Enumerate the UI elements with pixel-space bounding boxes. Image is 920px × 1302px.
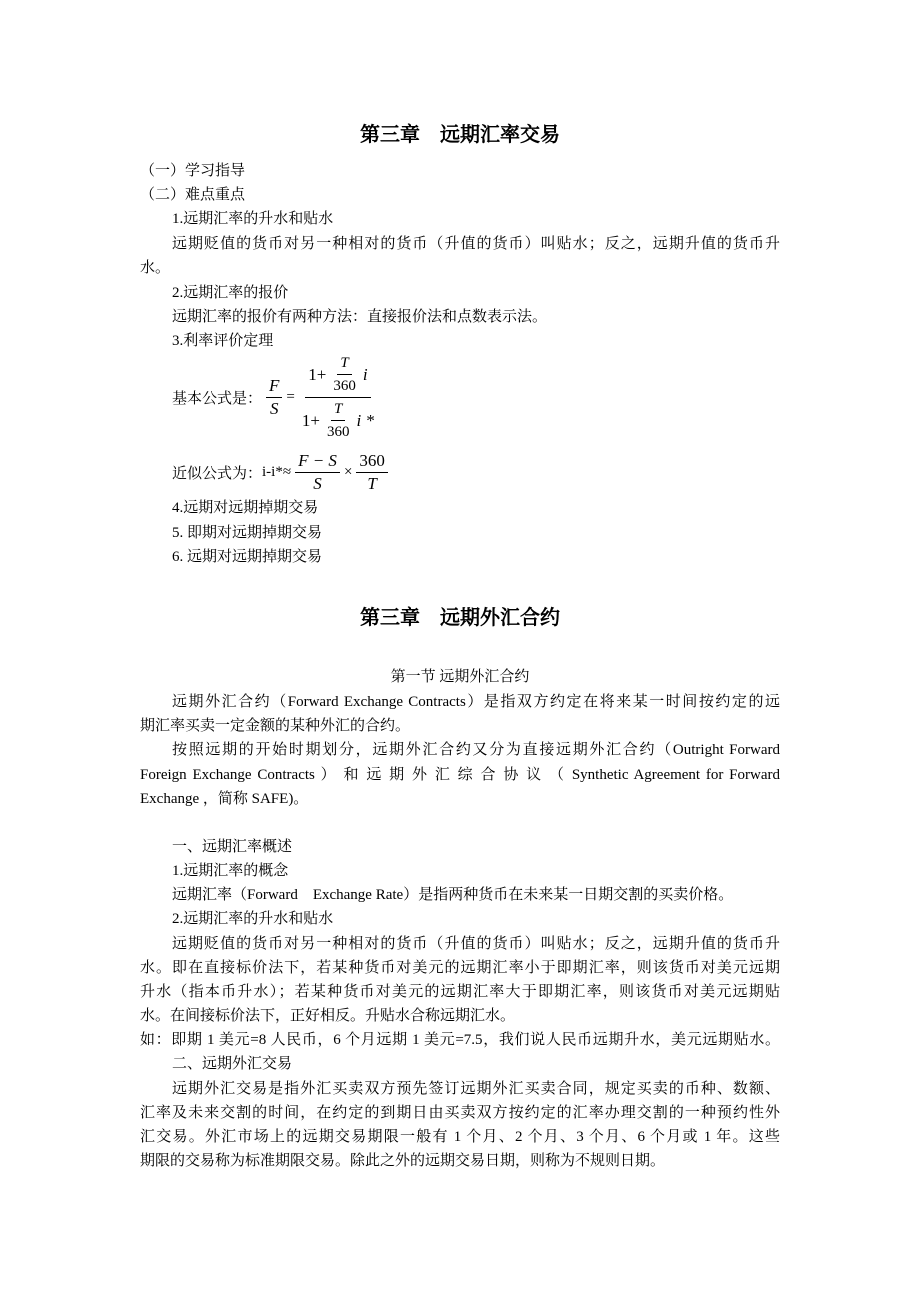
one-plus: 1+ (301, 410, 320, 430)
fraction-360-over-t (356, 450, 388, 495)
subheading: 4.远期对远期掉期交易 (172, 500, 319, 516)
section-title: 第一节 远期外汇合约 (390, 669, 530, 685)
formula-approx (172, 450, 392, 495)
t: T (331, 398, 345, 421)
paragraph-line: 水。 (140, 260, 171, 276)
one-plus: 1+ (308, 364, 327, 384)
fraction-rhs (299, 352, 377, 443)
heading: 二、远期外汇交易 (172, 1056, 293, 1072)
paragraph-line: 汇率及未来交割的时间，在约定的到期日由买卖双方按约定的汇率办理交割的一种预约性外 (140, 1105, 780, 1121)
subheading: 1.远期汇率的概念 (172, 863, 289, 879)
paragraph-line: Exchange ，简称 SAFE)。 (140, 791, 309, 807)
rhs-denominator (299, 398, 377, 443)
numerator: F (266, 375, 282, 398)
paragraph-line: 水。即在直接标价法下，若某种货币对美元的远期汇率小于即期汇率，则该货币对美元远期 (140, 960, 780, 976)
paragraph-line: 远期贬值的货币对另一种相对的货币（升值的货币）叫贴水；反之，远期升值的货币升 (172, 236, 780, 252)
paragraph-line: 远期外汇合约（Forward Exchange Contracts）是指双方约定在将来某一时间按约定的远 (172, 694, 780, 710)
t-over-360 (324, 398, 353, 443)
subheading: 1.远期汇率的升水和贴水 (172, 211, 334, 227)
subheading: 2.远期汇率的报价 (172, 285, 289, 301)
paragraph-line: 期汇率买卖一定金额的某种外汇的合约。 (140, 718, 411, 734)
paragraph-line: 远期汇率（Forward Exchange Rate）是指两种货币在未来某一日期交割的买卖价格。 (172, 887, 734, 903)
fraction-f-over-s (266, 375, 282, 420)
t: T (337, 352, 351, 375)
chapter-title: 第三章 远期汇率交易 (360, 124, 560, 146)
heading: 一、远期汇率概述 (172, 839, 293, 855)
paragraph-line: 水。在间接标价法下，正好相反。升贴水合称远期汇水。 (140, 1008, 516, 1024)
numerator: 360 (356, 450, 388, 473)
d360: 360 (326, 424, 350, 440)
paragraph-line: 期限的交易称为标准期限交易。除此之外的远期交易日期，则称为不规则日期。 (140, 1153, 666, 1169)
times-sign: × (343, 464, 353, 480)
paragraph-line: 按照远期的开始时期划分，远期外汇合约又分为直接远期外汇合约（Outright Forward (172, 742, 780, 758)
t-over-360 (330, 352, 359, 397)
rhs-numerator (305, 352, 370, 398)
formula-label: 基本公式是： (172, 391, 263, 407)
formula-lhs: i-i*≈ (262, 464, 292, 480)
equals-sign: = (286, 389, 295, 405)
denominator: T (367, 474, 377, 493)
paragraph-line: 远期外汇交易是指外汇买卖双方预先签订远期外汇买卖合同，规定买卖的币种、数额、 (172, 1081, 780, 1097)
example-line: 如：即期 1 美元=8 人民币，6 个月远期 1 美元=7.5，我们说人民币远期升水，美元远期贴水。 (140, 1032, 780, 1048)
subheading: 2.远期汇率的升水和贴水 (172, 911, 334, 927)
paragraph-line: 升水（指本币升水）；若某种货币对美元的远期汇率大于即期汇率，则该货币对美元远期贴 (140, 984, 780, 1000)
fraction-f-minus-s (295, 450, 340, 495)
numerator: F − S (295, 450, 340, 473)
paragraph-line: 远期贬值的货币对另一种相对的货币（升值的货币）叫贴水；反之，远期升值的货币升 (172, 936, 780, 952)
subheading: 3.利率评价定理 (172, 333, 274, 349)
formula-label: 近似公式为： (172, 466, 263, 482)
paragraph-line: 汇交易。外汇市场上的远期交易期限一般有 1 个月、2 个月、3 个月、6 个月或 1 年。这些 (140, 1129, 780, 1145)
formula-basic (172, 352, 381, 443)
denominator: S (269, 399, 279, 418)
d360: 360 (333, 378, 356, 394)
i-star: i * (356, 410, 374, 430)
paragraph-line: 远期汇率的报价有两种方法：直接报价法和点数表示法。 (172, 309, 548, 325)
chapter-title: 第三章 远期外汇合约 (360, 607, 560, 629)
subheading: 5. 即期对远期掉期交易 (172, 525, 323, 541)
i: i (362, 364, 368, 384)
heading: （一）学习指导 (140, 163, 246, 179)
denominator: S (313, 474, 322, 493)
heading: （二）难点重点 (140, 187, 246, 203)
subheading: 6. 远期对远期掉期交易 (172, 549, 323, 565)
paragraph-line: Foreign Exchange Contracts ） 和 远 期 外 汇 综 合 协 议 （ Synthetic Agreement for Forward (140, 767, 780, 783)
